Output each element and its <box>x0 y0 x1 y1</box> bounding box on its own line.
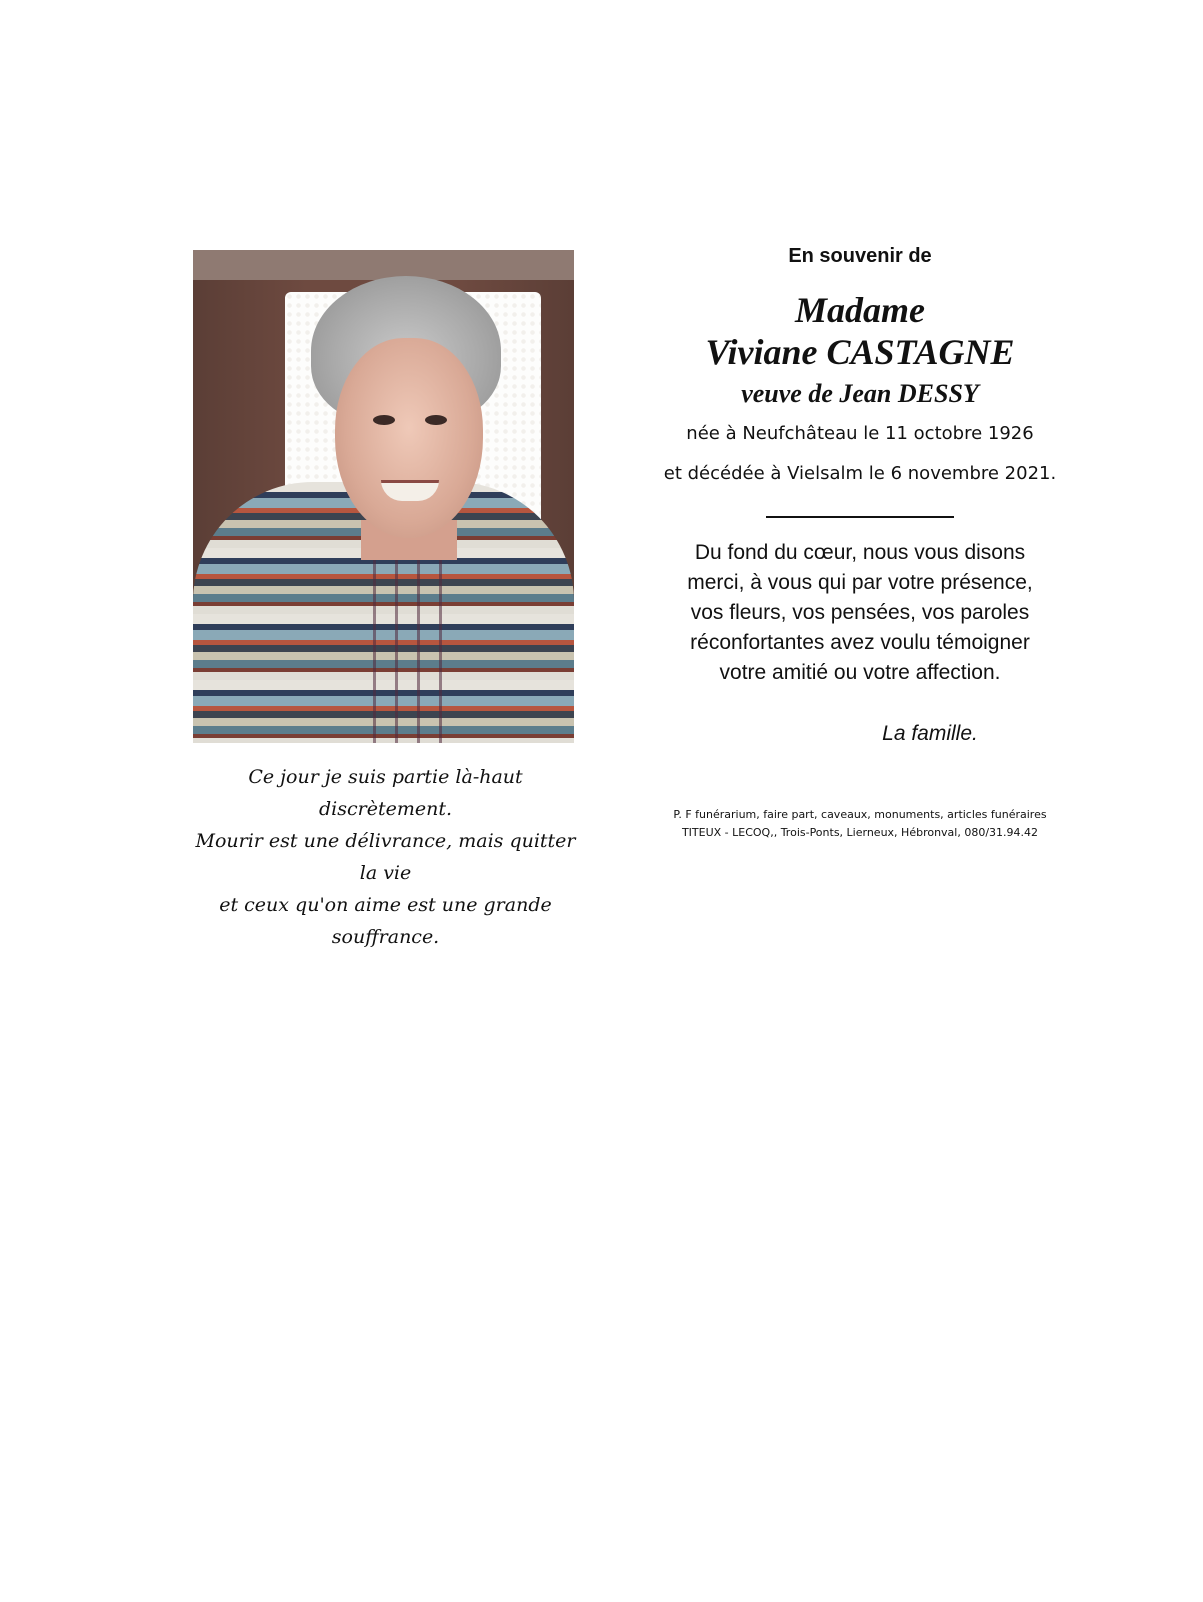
thanks-line: vos fleurs, vos pensées, vos paroles <box>690 601 1030 624</box>
footer-line: P. F funérarium, faire part, caveaux, monuments, articles funéraires <box>673 808 1047 821</box>
deceased-name: Viviane CASTAGNE <box>705 332 1015 372</box>
death-line: et décédée à Vielsalm le 6 novembre 2021. <box>663 463 1057 484</box>
thanks-line: merci, à vous qui par votre présence, <box>687 571 1033 594</box>
poem-line: Ce jour je suis partie là-haut discrètement. <box>248 766 523 820</box>
photo-left-eye <box>373 415 395 425</box>
photo-sweater-plaid <box>363 530 453 743</box>
thanks-message <box>640 538 1080 688</box>
photo-right-eye <box>425 415 447 425</box>
signature: La famille. <box>882 722 978 745</box>
portrait-photo <box>193 250 574 743</box>
poem <box>188 761 583 953</box>
right-column <box>640 240 1080 842</box>
title: Madame <box>795 290 925 330</box>
poem-line: Mourir est une délivrance, mais quitter la vie <box>195 830 576 884</box>
funeral-home-footer <box>640 806 1080 842</box>
footer-line: TITEUX - LECOQ,, Trois-Ponts, Lierneux, Hébronval, 080/31.94.42 <box>681 826 1039 839</box>
thanks-line: Du fond du cœur, nous vous disons <box>694 541 1026 564</box>
heading: En souvenir de <box>788 245 932 267</box>
dates <box>640 414 1080 494</box>
thanks-line: votre amitié ou votre affection. <box>719 661 1001 684</box>
left-column <box>188 250 583 953</box>
photo-face <box>335 338 483 538</box>
poem-line: et ceux qu'on aime est une grande souffrance. <box>219 894 552 948</box>
birth-line: née à Neufchâteau le 11 octobre 1926 <box>686 423 1034 444</box>
name-block <box>640 290 1080 412</box>
separator-line <box>766 516 954 518</box>
widow-of: veuve de Jean DESSY <box>741 379 979 408</box>
thanks-line: réconfortantes avez voulu témoigner <box>690 631 1030 654</box>
